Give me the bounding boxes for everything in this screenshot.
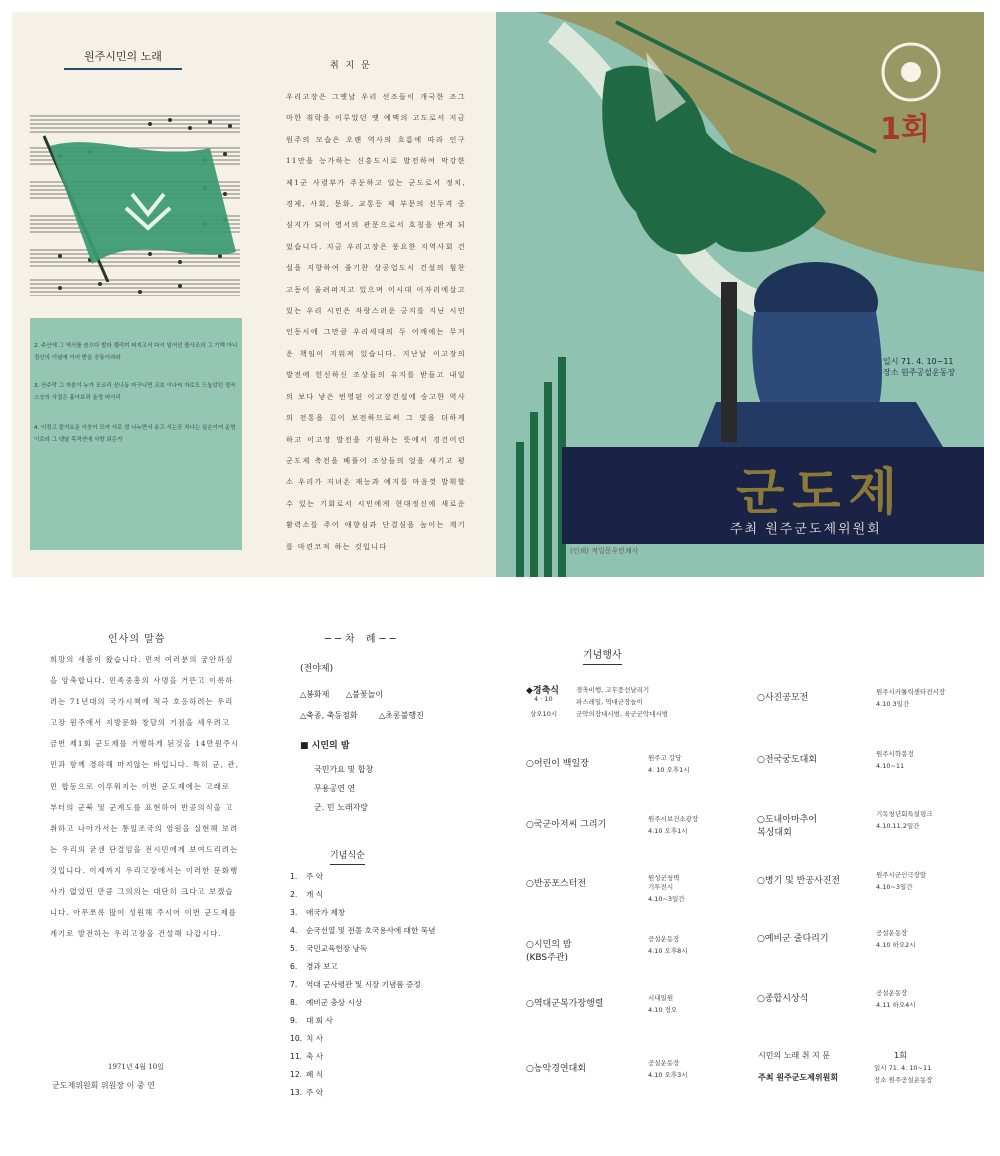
ceremony-item <box>290 1033 323 1044</box>
event-time: 4.10~11 <box>876 762 905 770</box>
event-time: 4.10 오후8시 <box>648 947 688 955</box>
event-main-name: ◆경축식 <box>526 686 560 696</box>
event-place: 공설운동장 <box>648 935 680 943</box>
ceremony-number: 12. <box>290 1070 303 1079</box>
event-time: 4.10.11.2일간 <box>876 822 920 830</box>
event-place: 시내일원 <box>648 994 674 1002</box>
night-item: 무용공연 연 <box>314 784 356 793</box>
ceremony-label: 예비군 충상 시상 <box>306 998 363 1007</box>
footer-date: 일시 71. 4. 10~11 <box>874 1064 932 1072</box>
ceremony-label: 역대 군사령관 및 시장 기념품 증정 <box>306 980 421 989</box>
ceremony-number: 9. <box>290 1016 298 1025</box>
eve-item: △불꽃놀이 <box>346 690 384 699</box>
cover-date-place <box>883 356 955 378</box>
cover-organizer: 주최 원주군도제위원회 <box>730 522 882 537</box>
eve-item: △초롱불행진 <box>379 711 424 720</box>
event-place: 원주시카톨릭센타전시장 <box>876 688 946 696</box>
ceremony-label: 개 식 <box>306 890 324 899</box>
event-time: 4.10 하오2시 <box>876 941 916 949</box>
event-time: 4.10 정오 <box>648 1006 678 1014</box>
agenda-title: ──차 례── <box>325 634 400 645</box>
song-verse-2: 2. 주산에 그 역사를 숨으다 발라 젤리미 퍼지고서 다시 일어선 볼사조의 그 기백 아니 정산의 이념에 이어 받을 공통이라라 <box>34 343 238 361</box>
event-place: 원주시보건소광장 <box>648 815 699 823</box>
ceremony-item <box>290 925 435 936</box>
ceremony-label: 치 사 <box>306 1034 324 1043</box>
event-main-detail: 파스레일, 역대군장놀이 <box>576 698 643 706</box>
printer-credit: (인쇄) 적일문우인쇄사 <box>570 547 639 555</box>
event-place: 원주고 강당 <box>648 754 682 762</box>
event-place: 공설운동장 <box>876 989 908 997</box>
greeting-body: 희망의 새봄이 왔습니다. 먼저 여러분의 궁안하심을 앙축합니다. 민족중흥의 사명을 거뜬고 이룩하려는 71년대의 국가시책에 적극 호응하려는 우리고장 원주에서 지방문화 창달의 거점을 세우려고 금번 제1회 군도제를 거행하게 된것을 14만원주시민과 함께 경하해 마지않는 바입니다. 특히 군, 관, 민 합동으로 이루워지는 이번 군도제에는 고래로 부터의 군북 및 군계도를 표현하여 반공의식을 고취하고 나아가서는 통일조국의 염원을 실현해 보려는 우리의 굳센 단결임을 전시민에게 보여드리려는 것입니다. 이제까지 우리고장에서는 이러한 문화행사가 없었던 만큼 그의의는 대단히 크다고 보겠습니다. 아무쪼록 많이 성원해 주시어 이번 군도제를 계기로 발전하는 우리고장을 건설해 나갑시다. <box>50 655 240 939</box>
greeting-date: 1971년 4월 10일 <box>108 1063 164 1071</box>
ceremony-label: 국민교육헌장 낭독 <box>306 944 368 953</box>
ceremony-label: 주 악 <box>306 1088 324 1097</box>
ceremony-item <box>290 997 362 1008</box>
event-time: 4.10 오후3시 <box>648 1071 688 1079</box>
greeting-signature: 군도제위원회 위원장 이 중 연 <box>52 1081 155 1090</box>
ceremony-number: 7. <box>290 980 298 989</box>
event-name: ○종합시상식 <box>757 994 809 1004</box>
event-time: 4.11 하오4시 <box>876 1001 916 1009</box>
event-place: 원주시학봉정 <box>876 750 914 758</box>
ceremony-number: 4. <box>290 926 298 935</box>
event-place: 공설운동장 <box>648 1059 680 1067</box>
eve-item: △봉화제 <box>300 690 330 699</box>
ceremony-item <box>290 943 367 954</box>
ceremony-item <box>290 907 345 918</box>
ceremony-item <box>290 1069 323 1080</box>
ceremony-item <box>290 871 323 882</box>
event-name: ○국군아저씨 그리기 <box>526 820 607 830</box>
ceremony-number: 2. <box>290 890 298 899</box>
song-verse-3: 3. 산주막 그 자본이 누가 모르리 신나동 마구니면 교호 이나씨 자로도 드높았던 정곡 스승의 삭결은 흩아보려 울정 머이리 <box>34 383 236 401</box>
event-time: 4. 10 오후1시 <box>648 766 690 774</box>
ceremony-label: 애국가 제창 <box>306 908 346 917</box>
event-place: 원성군청벽 기투전시 <box>648 874 680 891</box>
intent-body: 우리고장은 그옛날 우리 선조들이 개국한 조그마한 취락을 이루었던 옛 예맥의 고도로서 지금 원주의 모습은 오랜 역사의 흐름에 따라 인구 11만을 능가하는 신흥도시로 발전하여 막강한 제1군 사령부가 주둔하고 있는 군도로서 정치, 경제, 사회, 문화, 교통등 제 부문의 선두격 중심지가 되어 영서의 관문으로서 호칭을 받게 되었습니다. 지금 우리고장은 풍요한 지역사회 건설을 지향하여 줄기찬 상공업도시 건설의 힘찬고동이 울려퍼지고 있으며 이시대 이자리에살고 있는 우리 시민은 자랑스러운 긍지를 지닌 시민인동시에 그만큼 우리세대의 두 어깨에는 무거운 책임이 지워져 있습니다. 지난날 이고장의 발전에 헌신하신 조상들의 유지를 받들고 내일의 보다 낳은 번영된 이고장건설에 숭고한 역사의 전통을 깊이 보전하므로써 그 빛을 더하게 하고 이고장 발전을 기원하는 뜻에서 경건어린 군도제 축전을 베풀어 조상들의 얼을 새기고 평소 우리가 지녀온 재능과 예지를 마음껏 발휘할 수 있는 기회로서 시민에게 현대정신에 새로운 활력소를 주어 애향심과 단결심을 높이는 계기를 마련코져 하는 것입니다 <box>286 92 466 551</box>
event-time: 4.10~3일간 <box>876 883 913 891</box>
eve-item: △축종, 축등점화 <box>300 711 358 720</box>
event-name: ○농악경연대회 <box>526 1064 587 1074</box>
footer-edition: 1회 <box>894 1051 907 1060</box>
event-main-detail: 경축비행, 고무풍선날리기 <box>576 686 650 694</box>
ceremony-label: 대 회 사 <box>306 1016 333 1025</box>
event-time: 4.10~3일간 <box>648 895 685 903</box>
song-verse-4: 4. 이정고 즐거요운 이웃이 모여 서로 경 나누면서 송고 서는곳 치나는 실손이여 운명이로라 그 넷날 목적연에 사랑 되든가 <box>34 425 236 443</box>
citizens-night-title: ■ 시민의 밤 <box>300 741 350 751</box>
song-title: 원주시민의 노래 <box>64 48 182 70</box>
ceremony-number: 10. <box>290 1034 303 1043</box>
intent-title: 취 지 문 <box>330 61 372 71</box>
event-time: 4.10 오후1시 <box>648 827 688 835</box>
event-main-when: 4 · 10 <box>534 695 553 703</box>
ceremony-title: 기념식순 <box>330 848 365 865</box>
event-place: 기독청년회특설링크 <box>876 810 933 818</box>
event-name: ○예비군 줄다리기 <box>757 934 829 944</box>
ceremony-label: 주 악 <box>306 872 324 881</box>
ceremony-number: 8. <box>290 998 298 1007</box>
cover-date: 일시 71. 4. 10~11 <box>883 357 954 366</box>
event-name: ○전국궁도대회 <box>757 755 818 765</box>
song-verses-panel <box>30 318 242 550</box>
footer-label: 시민의 노래 취 지 문 <box>758 1051 830 1060</box>
night-item: 군. 민 노래자랑 <box>314 803 368 812</box>
footer-organizer: 주최 원주군도제위원회 <box>758 1073 839 1082</box>
eve-title: (전야제) <box>300 664 334 674</box>
cover-place: 장소 원주공설운동장 <box>883 368 956 377</box>
night-item: 국민가요 및 합창 <box>314 765 374 774</box>
event-name: ○시민의 밤 (KBS주관) <box>526 940 572 963</box>
cover-edition: 1회 <box>880 112 930 147</box>
ceremony-label: 축 사 <box>306 1052 324 1061</box>
song-score <box>30 96 240 296</box>
ceremony-item <box>290 1015 333 1026</box>
event-name: ○병기 및 반공사진전 <box>757 876 841 886</box>
ceremony-number: 11. <box>290 1052 303 1061</box>
flag-illustration-icon <box>40 132 240 282</box>
event-place: 공설운동장 <box>876 929 908 937</box>
ceremony-item <box>290 979 421 990</box>
event-main-detail: 군악의장대시범, 육군군악대시범 <box>576 710 669 718</box>
ceremony-number: 13. <box>290 1088 303 1097</box>
event-name: ○역대군복가장행렬 <box>526 999 604 1009</box>
ceremony-number: 1. <box>290 872 298 881</box>
ceremony-number: 5. <box>290 944 298 953</box>
event-place: 원주시군인극장앞 <box>876 871 927 879</box>
event-time: 4.10 3일간 <box>876 700 910 708</box>
event-name: ○도내아마추어 복싱대회 <box>757 815 818 838</box>
agenda-title-text: 차 례 <box>345 634 380 645</box>
cover-title: 군도제 <box>736 463 905 521</box>
event-main-time: 상오10시 <box>530 710 558 718</box>
ceremony-item <box>290 1087 323 1098</box>
events-title: 기념행사 <box>583 646 622 665</box>
ceremony-number: 3. <box>290 908 298 917</box>
ceremony-label: 폐 식 <box>306 1070 324 1079</box>
footer-place: 장소 원주공설운동장 <box>874 1076 933 1084</box>
ceremony-number: 6. <box>290 962 298 971</box>
ceremony-item <box>290 1051 323 1062</box>
ceremony-label: 경과 보고 <box>306 962 338 971</box>
greeting-title: 인사의 말씀 <box>108 634 166 645</box>
ceremony-item <box>290 961 338 972</box>
event-name: ○어린이 백일장 <box>526 759 589 769</box>
ceremony-item <box>290 889 323 900</box>
event-name: ○반공포스터전 <box>526 879 587 889</box>
event-name: ○사진공모전 <box>757 693 809 703</box>
ceremony-label: 순국선열 및 전몰 호국용사에 대한 묵념 <box>306 926 436 935</box>
